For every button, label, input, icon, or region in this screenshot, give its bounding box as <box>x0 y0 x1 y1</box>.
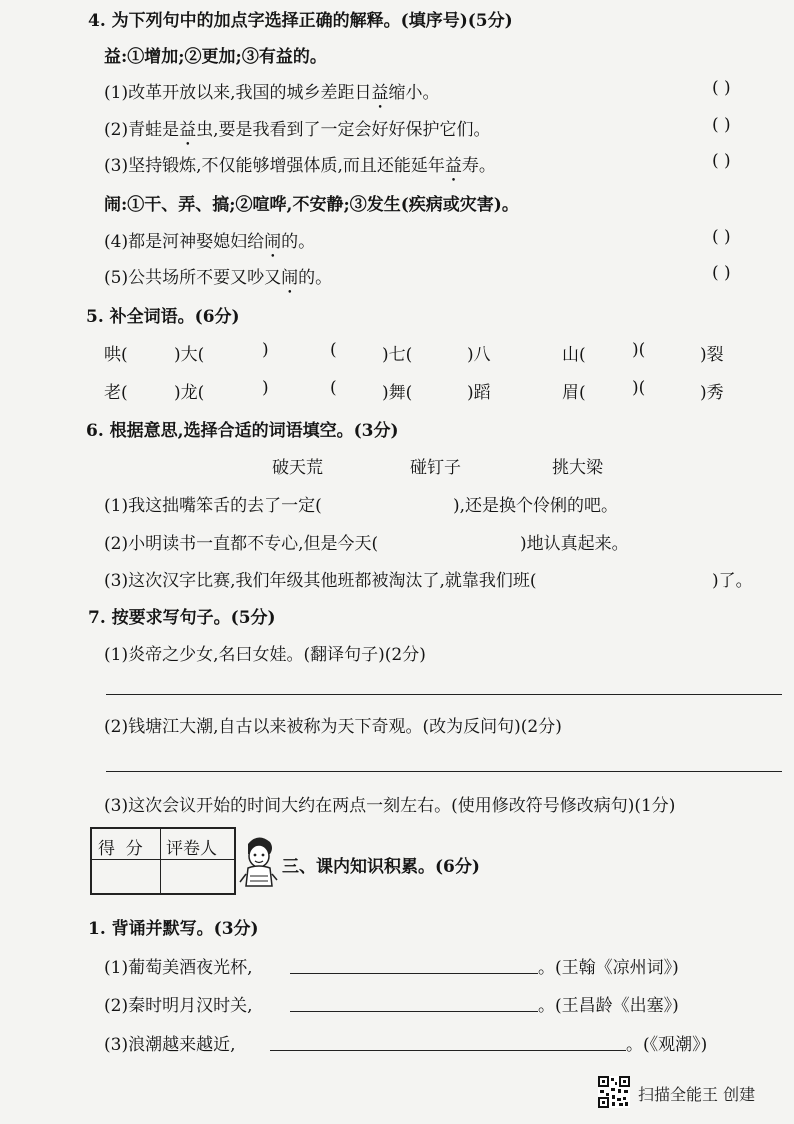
q5-fill-text: )( <box>632 378 646 398</box>
q5-fill-text: )舞( <box>382 383 413 403</box>
q4-answer-paren-5[interactable]: ( ) <box>712 263 731 283</box>
q4-answer-paren-2[interactable]: ( ) <box>712 115 731 135</box>
q6-option-2: 碰钉子 <box>410 458 461 478</box>
q5-fill-text: ) <box>262 378 269 398</box>
recite-item-2-pre: (2)秦时明月汉时关, <box>104 996 253 1016</box>
q5-fill-text: )八 <box>467 345 491 365</box>
q4-answer-paren-4[interactable]: ( ) <box>712 227 731 247</box>
grader-label: 评卷人 <box>166 839 217 859</box>
q6-option-3: 挑大梁 <box>552 458 603 478</box>
section-3-q1-title: 1. 背诵并默写。(3分) <box>88 919 259 939</box>
q4-answer-paren-1[interactable]: ( ) <box>712 78 731 98</box>
q6-item-2-post: )地认真起来。 <box>520 534 629 554</box>
recite-answer-line-1[interactable] <box>290 973 538 974</box>
q5-fill-text: ) <box>262 340 269 360</box>
q7-item-1: (1)炎帝之少女,名曰女娃。(翻译句子)(2分) <box>104 645 426 665</box>
qr-code-icon <box>598 1076 630 1108</box>
q5-title: 5. 补全词语。(6分) <box>86 307 240 327</box>
q5-fill-text: )蹈 <box>467 383 491 403</box>
score-table <box>90 827 236 895</box>
q5-fill-text: )( <box>632 340 646 360</box>
q5-fill-text: )龙( <box>174 383 205 403</box>
footer-watermark: 扫描全能王 创建 <box>638 1085 756 1104</box>
q7-item-3: (3)这次会议开始的时间大约在两点一刻左右。(使用修改符号修改病句)(1分) <box>104 796 676 816</box>
q4-item-2: (2)青蛙是益虫,要是我看到了一定会好好保护它们。 <box>104 120 491 140</box>
q5-fill-text: )秀 <box>700 383 724 403</box>
q6-item-1-post: ),还是换个伶俐的吧。 <box>453 496 619 516</box>
q5-fill-text: 山( <box>562 345 586 365</box>
q5-fill-text: ( <box>330 378 337 398</box>
q6-option-1: 破天荒 <box>272 458 323 478</box>
q5-fill-text: 哄( <box>104 345 128 365</box>
recite-item-1-pre: (1)葡萄美酒夜光杯, <box>104 958 253 978</box>
recite-item-3-post: 。(《观潮》) <box>626 1035 708 1055</box>
cartoon-boy-icon <box>238 834 278 888</box>
recite-answer-line-2[interactable] <box>290 1011 538 1012</box>
q6-item-1-pre: (1)我这拙嘴笨舌的去了一定( <box>104 496 322 516</box>
q6-item-3-post: )了。 <box>712 571 753 591</box>
q5-fill-text: )裂 <box>700 345 724 365</box>
q5-fill-text: 眉( <box>562 383 586 403</box>
q7-answer-line-1[interactable] <box>106 694 782 695</box>
q4-item-1: (1)改革开放以来,我国的城乡差距日益缩小。 <box>104 83 440 103</box>
q4-definition-yi: 益:①增加;②更加;③有益的。 <box>104 47 327 67</box>
q7-answer-line-2[interactable] <box>106 771 782 772</box>
q5-fill-text: )大( <box>174 345 205 365</box>
q5-fill-text: 老( <box>104 383 128 403</box>
recite-item-2-post: 。(王昌龄《出塞》) <box>538 996 679 1016</box>
q4-item-5: (5)公共场所不要又吵又闹的。 <box>104 268 333 288</box>
recite-item-1-post: 。(王翰《凉州词》) <box>538 958 679 978</box>
q7-title: 7. 按要求写句子。(5分) <box>88 608 276 628</box>
q4-title: 4. 为下列句中的加点字选择正确的解释。(填序号)(5分) <box>88 11 513 31</box>
score-table-divider <box>160 829 161 893</box>
q4-item-4: (4)都是河神娶媳妇给闹的。 <box>104 232 316 252</box>
q7-item-2: (2)钱塘江大潮,自古以来被称为天下奇观。(改为反问句)(2分) <box>104 717 562 737</box>
q4-item-3: (3)坚持锻炼,不仅能够增强体质,而且还能延年益寿。 <box>104 156 496 176</box>
q6-item-2-pre: (2)小明读书一直都不专心,但是今天( <box>104 534 379 554</box>
q4-answer-paren-3[interactable]: ( ) <box>712 151 731 171</box>
recite-item-3-pre: (3)浪潮越来越近, <box>104 1035 236 1055</box>
q4-definition-nao: 闹:①干、弄、搞;②喧哗,不安静;③发生(疾病或灾害)。 <box>104 195 519 215</box>
q5-fill-text: )七( <box>382 345 413 365</box>
q6-item-3-pre: (3)这次汉字比赛,我们年级其他班都被淘汰了,就靠我们班( <box>104 571 537 591</box>
section-3-title: 三、课内知识积累。(6分) <box>282 857 480 877</box>
score-label: 得 分 <box>98 839 143 859</box>
q6-title: 6. 根据意思,选择合适的词语填空。(3分) <box>86 421 399 441</box>
recite-answer-line-3[interactable] <box>270 1050 626 1051</box>
q5-fill-text: ( <box>330 340 337 360</box>
